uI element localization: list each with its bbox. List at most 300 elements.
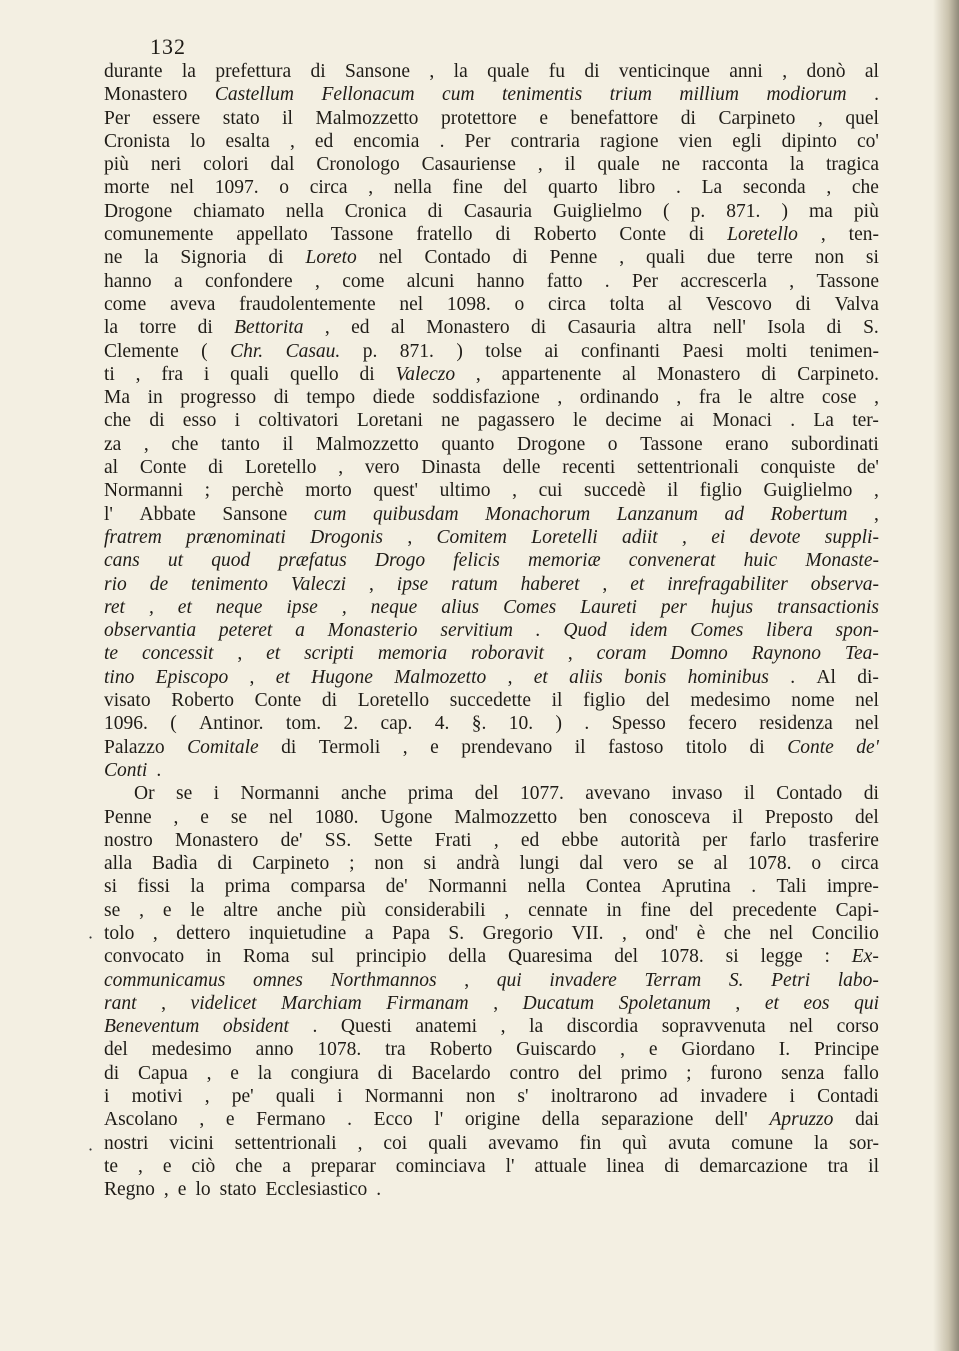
word: quali: [275, 1086, 315, 1108]
word: Tassone: [330, 224, 394, 246]
word: Roberto: [171, 690, 235, 712]
word: come: [104, 293, 147, 315]
word: legge: [760, 946, 803, 968]
word: quale: [487, 61, 530, 82]
word: ,: [206, 1062, 212, 1084]
word: Marchiam: [281, 992, 362, 1014]
word: Malmozzetto: [315, 433, 419, 455]
word: Termoli: [318, 736, 381, 758]
word: .: [347, 1109, 353, 1131]
word: Cronica: [344, 200, 407, 222]
word: Contadi: [817, 1086, 879, 1108]
word: tempo: [306, 387, 356, 409]
word: comune: [731, 1132, 793, 1154]
word: inrefragabiliter: [667, 573, 788, 595]
word: Quod: [563, 620, 607, 642]
word: ebbe: [561, 829, 599, 851]
word: S.: [728, 969, 744, 991]
word: di: [310, 61, 326, 82]
word: :: [824, 946, 830, 968]
word: di: [826, 317, 842, 339]
text-line: [104, 363, 879, 386]
word: altre: [769, 387, 805, 409]
word: se: [175, 783, 193, 805]
word: tra: [385, 1039, 406, 1061]
word: del: [104, 1039, 128, 1061]
text-line: [104, 945, 879, 968]
word: del: [578, 1062, 602, 1084]
word: Conte: [139, 457, 187, 479]
word: neque: [215, 596, 263, 618]
word: invadere: [549, 969, 617, 991]
word: non: [374, 853, 404, 875]
word: ,: [369, 573, 374, 595]
word: ,: [338, 457, 344, 479]
word: ,: [173, 806, 179, 828]
word: Ex-: [851, 946, 879, 968]
word: la: [529, 1016, 544, 1038]
word: nel: [399, 293, 424, 315]
word: de': [856, 736, 879, 758]
word: autorità: [620, 829, 681, 851]
word: per: [702, 829, 728, 851]
word: Casauria: [567, 317, 636, 339]
word: .: [874, 84, 879, 106]
word: ed: [520, 829, 540, 851]
word: hujus: [710, 596, 754, 618]
word: za: [104, 433, 122, 455]
word: Sansone: [222, 503, 288, 525]
word: corso: [836, 1016, 879, 1038]
word: bonis: [624, 666, 667, 688]
text-line: [104, 759, 879, 782]
word: comunemente: [104, 224, 214, 246]
word: comparsa: [290, 876, 366, 898]
word: ,: [161, 992, 166, 1014]
word: la: [813, 1132, 829, 1154]
word: Valeczo: [395, 363, 456, 385]
word: e: [430, 736, 439, 758]
word: hanno: [104, 270, 152, 292]
word: accrescerla: [680, 270, 767, 292]
word: se: [104, 899, 121, 921]
word: Drogone: [517, 433, 586, 455]
word: il: [574, 736, 586, 758]
word: anche: [340, 783, 387, 805]
word: più: [853, 200, 879, 222]
word: Carpineto.: [797, 363, 879, 385]
word: fratrem: [104, 526, 162, 548]
word: ut: [167, 550, 184, 572]
word: nella: [527, 876, 566, 898]
word: omnes: [252, 969, 303, 991]
word: ne: [441, 410, 460, 432]
word: si: [725, 946, 739, 968]
word: soddisfazione: [432, 387, 540, 409]
word: Laureti: [580, 596, 637, 618]
word: ordinando: [579, 387, 659, 409]
word: morto: [305, 480, 352, 502]
word: Antinor.: [199, 713, 264, 735]
word: et: [275, 666, 290, 688]
word: millium: [679, 84, 739, 106]
word: Paesi: [682, 340, 724, 362]
body-text: [104, 60, 879, 1202]
word: linea: [606, 1155, 645, 1177]
word: al: [864, 61, 879, 82]
word: per: [660, 596, 687, 618]
word: ,: [237, 643, 243, 665]
word: ad: [659, 1086, 678, 1108]
word: obsident: [222, 1016, 289, 1038]
word: 1098.: [446, 293, 491, 315]
word: impre-: [826, 876, 879, 898]
word: ,: [368, 177, 374, 199]
text-line: [104, 176, 879, 199]
word: ,: [493, 992, 499, 1014]
word: lo: [190, 130, 206, 152]
word: quanto: [441, 433, 495, 455]
word: observa-: [810, 573, 879, 595]
word: circa: [309, 177, 348, 199]
word: racconta: [701, 154, 768, 176]
word: più: [341, 899, 366, 921]
word: al: [713, 853, 728, 875]
word: il: [282, 107, 293, 129]
word: del: [474, 783, 499, 805]
word: le: [190, 899, 205, 921]
word: nella: [393, 177, 432, 199]
word: Ma: [104, 387, 130, 409]
word: Ducatum: [522, 992, 595, 1014]
word: congiura: [290, 1062, 359, 1084]
word: donò: [806, 61, 846, 82]
word: di: [104, 1062, 120, 1084]
word: ipse: [396, 573, 429, 595]
word: .: [535, 620, 541, 642]
word: ,: [204, 1086, 210, 1108]
word: medesimo: [690, 690, 771, 712]
word: ,: [139, 899, 144, 921]
word: ,: [143, 433, 149, 455]
word: Ascolano: [104, 1109, 178, 1131]
word: 1080.: [314, 806, 359, 828]
word: conosceva: [629, 806, 711, 828]
word: ai: [679, 410, 695, 432]
text-line: [104, 386, 879, 409]
word: Tea-: [844, 643, 879, 665]
word: cum: [313, 503, 347, 525]
word: ,: [557, 387, 563, 409]
word: quali: [646, 247, 686, 269]
word: ben: [579, 806, 608, 828]
word: vien: [678, 130, 713, 152]
word: fin: [579, 1132, 602, 1154]
word: ): [781, 200, 788, 222]
word: 4.: [434, 713, 450, 735]
word: egli: [732, 130, 762, 152]
word: di: [863, 783, 879, 805]
word: quello: [289, 363, 339, 385]
word: se: [677, 853, 694, 875]
word: le: [738, 387, 753, 409]
word: o: [514, 293, 525, 315]
word: cans: [104, 550, 140, 572]
word: Per: [464, 130, 491, 152]
word: si: [423, 853, 437, 875]
word: qui: [496, 969, 522, 991]
word: del: [855, 806, 879, 828]
word: Bacelardo: [411, 1062, 491, 1084]
word: coram: [596, 643, 647, 665]
word: cum: [442, 84, 475, 106]
word: Conte: [619, 224, 667, 246]
word: preparar: [310, 1155, 376, 1177]
word: libera: [766, 620, 813, 642]
word: ): [555, 713, 562, 735]
word: andrà: [456, 853, 500, 875]
word: libro: [618, 177, 656, 199]
word: neque: [370, 596, 418, 618]
word: et: [533, 666, 548, 688]
word: ond': [645, 922, 679, 944]
word: ,: [138, 1155, 143, 1177]
word: te: [104, 1155, 119, 1177]
word: Lanzanum: [616, 503, 698, 525]
text-line: [104, 992, 879, 1015]
word: se: [230, 806, 248, 828]
word: Valva: [834, 293, 879, 315]
word: et: [266, 643, 281, 665]
word: ,: [735, 992, 741, 1014]
word: ,: [152, 922, 158, 944]
word: nel: [789, 1016, 814, 1038]
word: e: [177, 1179, 187, 1201]
page-number: 132: [150, 34, 186, 59]
word: ,: [874, 387, 879, 409]
text-line: [104, 875, 879, 898]
word: figlio: [583, 690, 626, 712]
word: quì: [622, 1132, 648, 1154]
word: che: [235, 1155, 263, 1177]
word: il: [564, 154, 576, 176]
word: Guiglielmo: [763, 480, 853, 502]
word: di: [208, 457, 224, 479]
word: 1078.: [747, 853, 792, 875]
word: appartenente: [501, 363, 602, 385]
word: nel: [855, 713, 879, 735]
word: Raynono: [751, 643, 821, 665]
word: ad: [724, 503, 745, 525]
word: la: [144, 247, 159, 269]
word: di: [197, 317, 213, 339]
word: Loretelli: [531, 526, 598, 548]
word: Penne: [549, 247, 598, 269]
word: la: [190, 876, 205, 898]
word: .: [604, 270, 610, 292]
word: peteret: [218, 620, 273, 642]
word: il: [743, 783, 755, 805]
word: separazione: [601, 1109, 694, 1131]
text-line: [104, 246, 879, 269]
word: pagassero: [477, 410, 555, 432]
word: principio: [355, 946, 427, 968]
word: anni: [729, 61, 763, 82]
word: i: [104, 1086, 110, 1108]
word: titolo: [685, 736, 728, 758]
word: Per: [632, 270, 658, 292]
word: e: [200, 806, 209, 828]
word: in: [205, 946, 222, 968]
word: Normanni: [364, 1086, 444, 1108]
word: huic: [743, 550, 778, 572]
word: et: [630, 573, 645, 595]
word: terre: [757, 247, 793, 269]
word: Malmozzetto: [315, 107, 419, 129]
word: tom.: [285, 713, 322, 735]
word: idem: [629, 620, 668, 642]
word: inoltrarono: [550, 1086, 638, 1108]
word: due: [706, 247, 736, 269]
word: nostri: [104, 1132, 149, 1154]
word: Regno: [104, 1179, 155, 1201]
word: Tali: [776, 876, 807, 898]
word: 2.: [343, 713, 359, 735]
word: tenimen-: [809, 340, 879, 362]
text-line: [104, 573, 879, 596]
word: quel: [845, 107, 879, 129]
word: trium: [609, 84, 652, 106]
text-line: [104, 852, 879, 875]
word: ret: [104, 596, 125, 618]
word: di: [359, 363, 375, 385]
word: ,: [429, 61, 435, 82]
word: Tassone: [640, 433, 703, 455]
word: sul: [311, 946, 335, 968]
word: ,: [789, 270, 795, 292]
word: co': [856, 130, 879, 152]
word: di: [680, 107, 696, 129]
word: ,: [622, 922, 627, 944]
word: venticinque: [618, 61, 710, 82]
word: torre: [139, 317, 177, 339]
word: ,: [357, 1132, 363, 1154]
word: ne: [661, 154, 680, 176]
word: ,: [324, 317, 330, 339]
word: ,: [407, 526, 413, 548]
word: Frati: [434, 829, 472, 851]
word: Gregorio: [482, 922, 554, 944]
word: recenti: [562, 457, 616, 479]
word: rant: [104, 992, 137, 1014]
word: dettero: [176, 922, 231, 944]
word: Normanni: [104, 480, 184, 502]
word: contraria: [510, 130, 580, 152]
word: l': [104, 503, 113, 525]
word: Bettorita: [234, 317, 304, 339]
word: della: [541, 1109, 580, 1131]
word: Cronologo: [316, 154, 400, 176]
word: nostro: [104, 829, 153, 851]
word: il: [551, 690, 563, 712]
word: discordia: [566, 1016, 639, 1038]
text-line: [104, 316, 879, 339]
word: præfatus: [278, 550, 347, 572]
word: felicis: [453, 550, 500, 572]
word: cui: [538, 480, 563, 502]
word: memoria: [377, 643, 448, 665]
word: Signoria: [180, 247, 247, 269]
text-line: [104, 1038, 879, 1061]
word: Castellum: [214, 84, 294, 106]
word: fastoso: [608, 736, 664, 758]
word: Guiscardo: [516, 1039, 597, 1061]
word: dell': [715, 1109, 748, 1131]
word: e: [162, 1155, 172, 1177]
word: dal: [579, 853, 604, 875]
word: ;: [204, 480, 211, 502]
word: Monastero: [426, 317, 510, 339]
word: de: [149, 573, 169, 595]
word: figlio: [699, 480, 742, 502]
word: Firmanam: [386, 992, 469, 1014]
word: confinanti: [581, 340, 661, 362]
word: Preposto: [764, 806, 834, 828]
page-edge: [933, 0, 959, 1351]
word: ma: [809, 200, 833, 222]
word: nome: [791, 690, 835, 712]
text-line: [104, 1108, 879, 1131]
word: e: [539, 107, 548, 129]
word: ;: [349, 853, 355, 875]
word: quest': [373, 480, 419, 502]
word: encomia: [353, 130, 420, 152]
word: anche: [276, 899, 323, 921]
word: si: [865, 247, 879, 269]
word: Aprutina: [661, 876, 731, 898]
word: quali: [428, 1132, 468, 1154]
word: labo-: [837, 969, 879, 991]
word: spon-: [835, 620, 879, 642]
word: Papa: [392, 922, 430, 944]
word: hominibus: [687, 666, 769, 688]
word: Sansone: [345, 61, 411, 82]
word: cominciava: [395, 1155, 486, 1177]
text-line: [104, 712, 879, 735]
word: aliis: [569, 666, 603, 688]
word: Drogone: [104, 200, 173, 222]
word: prima: [224, 876, 271, 898]
word: videlicet: [190, 992, 257, 1014]
word: altra: [657, 317, 692, 339]
word: origine: [464, 1109, 521, 1131]
word: Comes: [503, 596, 557, 618]
word: motivi: [131, 1086, 183, 1108]
word: et: [764, 992, 779, 1014]
word: vicini: [169, 1132, 214, 1154]
word: non: [814, 247, 844, 269]
word: Contea: [585, 876, 642, 898]
word: residenza: [759, 713, 833, 735]
word: tolo: [104, 922, 135, 944]
word: Valeczi: [290, 573, 347, 595]
word: nella: [285, 200, 324, 222]
word: invaso: [671, 783, 723, 805]
word: vero: [364, 457, 400, 479]
word: Robertum: [770, 503, 848, 525]
word: sopravvenuta: [661, 1016, 766, 1038]
word: essere: [152, 107, 201, 129]
